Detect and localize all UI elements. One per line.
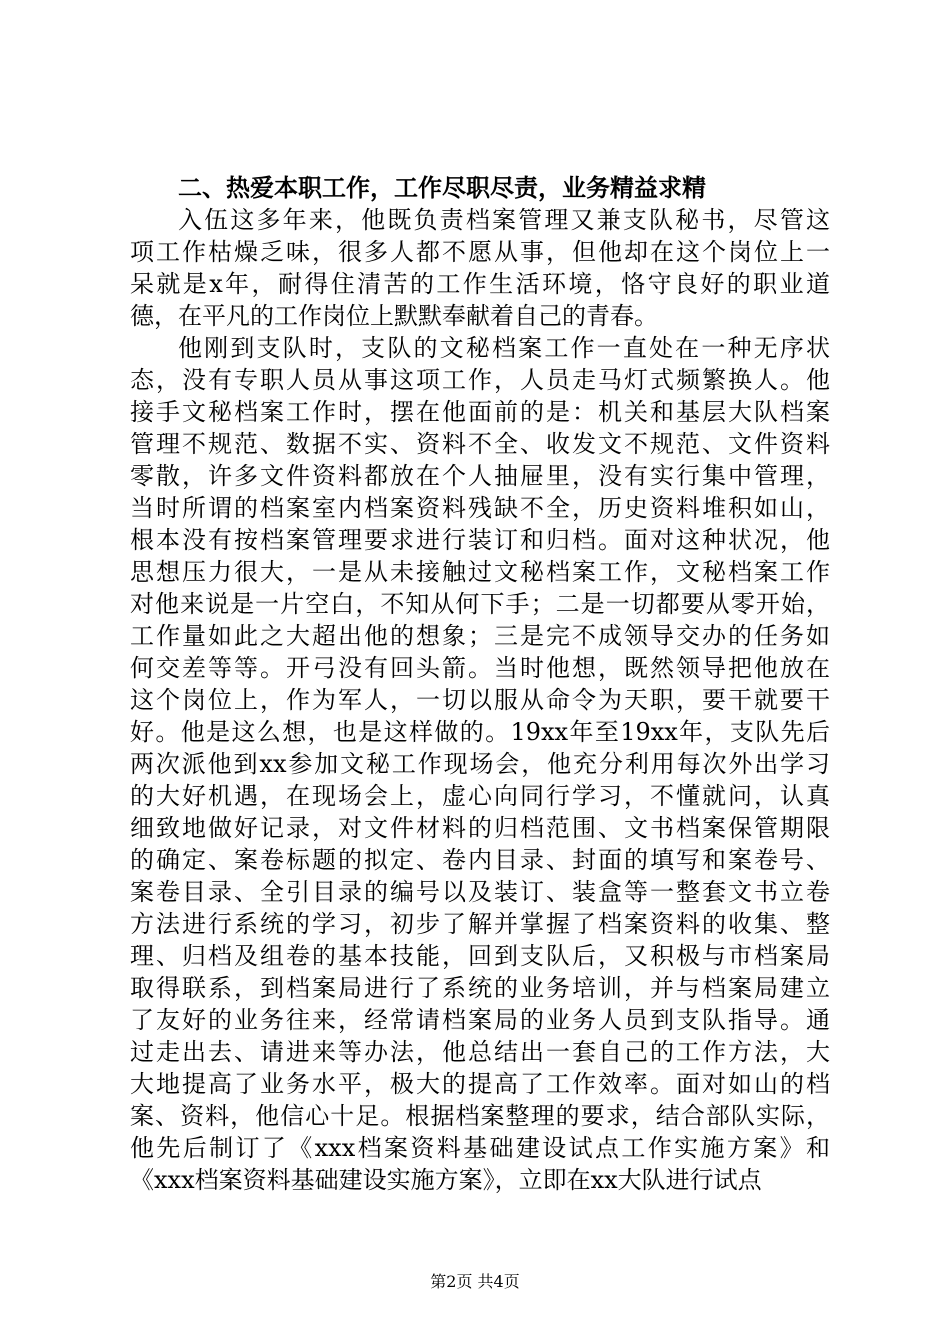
paragraph-line: 的确定、案卷标题的拟定、卷内目录、封面的填写和案卷号、 xyxy=(130,846,830,874)
paragraph-line: 案卷目录、全引目录的编号以及装订、装盒等一整套文书立卷 xyxy=(130,878,830,906)
paragraph-line: 项工作枯燥乏味，很多人都不愿从事，但他却在这个岗位上一 xyxy=(130,238,830,266)
paragraph-line: 思想压力很大，一是从未接触过文秘档案工作，文秘档案工作 xyxy=(130,558,830,586)
page-footer: 第2页 共4页 xyxy=(430,1272,520,1291)
paragraph-line: 管理不规范、数据不实、资料不全、收发文不规范、文件资料 xyxy=(130,430,830,458)
paragraph-line: 当时所谓的档案室内档案资料残缺不全，历史资料堆积如山， xyxy=(130,494,830,522)
paragraph xyxy=(130,332,830,1196)
document-body xyxy=(130,172,830,1196)
paragraph-line: 取得联系，到档案局进行了系统的业务培训，并与档案局建立 xyxy=(130,974,830,1002)
paragraph-line: 何交差等等。开弓没有回头箭。当时他想，既然领导把他放在 xyxy=(130,654,830,682)
paragraph-line: 理、归档及组卷的基本技能，回到支队后，又积极与市档案局 xyxy=(130,942,830,970)
paragraphs-container xyxy=(130,204,830,1196)
paragraph-line: 态，没有专职人员从事这项工作，人员走马灯式频繁换人。他 xyxy=(130,366,830,394)
paragraph-line: 对他来说是一片空白，不知从何下手；二是一切都要从零开始， xyxy=(130,590,830,618)
section-heading: 二、热爱本职工作，工作尽职尽责，业务精益求精 xyxy=(178,173,706,202)
paragraph-line: 了友好的业务往来，经常请档案局的业务人员到支队指导。通 xyxy=(130,1006,830,1034)
paragraph-line: 他先后制订了《xxx档案资料基础建设试点工作实施方案》和 xyxy=(130,1134,830,1162)
paragraph-line: 接手文秘档案工作时，摆在他面前的是：机关和基层大队档案 xyxy=(130,398,830,426)
paragraph-line: 细致地做好记录，对文件材料的归档范围、文书档案保管期限 xyxy=(130,814,830,842)
paragraph-line: 这个岗位上，作为军人，一切以服从命令为天职，要干就要干 xyxy=(130,686,830,714)
paragraph-line: 零散，许多文件资料都放在个人抽屉里，没有实行集中管理， xyxy=(130,462,830,490)
paragraph-line: 呆就是x年，耐得住清苦的工作生活环境，恪守良好的职业道 xyxy=(130,270,830,298)
paragraph-line: 好。他是这么想，也是这样做的。19xx年至19xx年，支队先后 xyxy=(130,718,830,746)
paragraph-line: 《xxx档案资料基础建设实施方案》，立即在xx大队进行试点 xyxy=(130,1166,762,1194)
paragraph-line: 两次派他到xx参加文秘工作现场会，他充分利用每次外出学习 xyxy=(130,750,830,778)
paragraph-line: 根本没有按档案管理要求进行装订和归档。面对这种状况，他 xyxy=(130,526,830,554)
paragraph-line: 案、资料，他信心十足。根据档案整理的要求，结合部队实际， xyxy=(130,1102,830,1130)
paragraph-line: 工作量如此之大超出他的想象；三是完不成领导交办的任务如 xyxy=(130,622,830,650)
paragraph-line: 大地提高了业务水平，极大的提高了工作效率。面对如山的档 xyxy=(130,1070,830,1098)
paragraph-line: 他刚到支队时，支队的文秘档案工作一直处在一种无序状 xyxy=(178,334,830,362)
paragraph-line: 过走出去、请进来等办法，他总结出一套自己的工作方法，大 xyxy=(130,1038,830,1066)
paragraph-line: 德，在平凡的工作岗位上默默奉献着自己的青春。 xyxy=(130,302,658,330)
paragraph-line: 方法进行系统的学习，初步了解并掌握了档案资料的收集、整 xyxy=(130,910,830,938)
paragraph xyxy=(130,204,830,332)
paragraph-line: 入伍这多年来，他既负责档案管理又兼支队秘书，尽管这 xyxy=(178,206,830,234)
paragraph-line: 的大好机遇，在现场会上，虚心向同行学习，不懂就问，认真 xyxy=(130,782,830,810)
